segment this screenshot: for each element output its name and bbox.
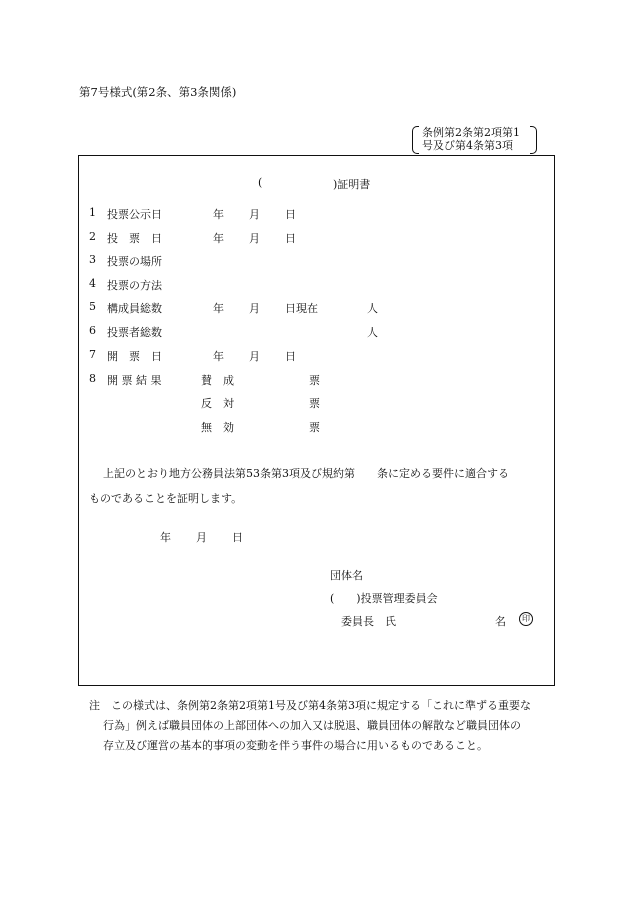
seal-mark: 印	[519, 612, 533, 626]
result-oppose: 反 対	[201, 397, 234, 410]
name-suffix: 名	[495, 615, 506, 628]
month-label: 月	[249, 302, 260, 315]
item-no: 4	[89, 277, 96, 290]
month-label: 月	[249, 208, 260, 221]
day-label: 日	[285, 350, 296, 363]
reference-line-2: 号及び第4条第3項	[422, 139, 513, 152]
votes-unit: 票	[309, 421, 320, 434]
form-number: 第7号様式(第2条、第3条関係)	[79, 85, 237, 99]
month-label: 月	[249, 350, 260, 363]
item-no: 2	[89, 230, 96, 243]
chairperson-label: 委員長 氏	[341, 615, 396, 628]
year-label: 年	[213, 208, 224, 221]
day-label: 日	[285, 232, 296, 245]
statement-line-2: ものであることを証明します。	[89, 492, 243, 505]
item-label-counting-date: 開 票 日	[107, 350, 162, 363]
title-open-paren: (	[258, 176, 263, 189]
item-no: 6	[89, 324, 96, 337]
certificate-title: )証明書	[333, 178, 371, 191]
year-label: 年	[213, 302, 224, 315]
persons-unit: 人	[367, 326, 378, 339]
day-label: 日	[232, 531, 243, 544]
item-no: 7	[89, 348, 96, 361]
year-label: 年	[213, 232, 224, 245]
month-label: 月	[196, 531, 207, 544]
reference-line-1: 条例第2条第2項第1	[422, 126, 520, 139]
result-approve: 賛 成	[201, 374, 234, 387]
committee-label: ( )投票管理委員会	[330, 592, 438, 605]
item-label-total-voters: 投票者総数	[107, 326, 162, 339]
year-label: 年	[160, 531, 171, 544]
year-label: 年	[213, 350, 224, 363]
votes-unit: 票	[309, 374, 320, 387]
as-of-day-label: 日現在	[285, 302, 318, 315]
day-label: 日	[285, 208, 296, 221]
item-label-total-members: 構成員総数	[107, 302, 162, 315]
left-bracket	[412, 126, 419, 154]
item-no: 3	[89, 253, 96, 266]
item-label-voting-method: 投票の方法	[107, 279, 162, 292]
item-label-voting-date: 投 票 日	[107, 232, 162, 245]
persons-unit: 人	[367, 302, 378, 315]
item-no: 8	[89, 372, 96, 385]
note-line-1: 注 この様式は、条例第2条第2項第1号及び第4条第3項に規定する「これに準ずる重要な	[89, 699, 531, 712]
result-invalid: 無 効	[201, 421, 234, 434]
item-label-counting-results: 開 票 結 果	[107, 374, 162, 387]
note-line-2: 行為」例えば職員団体の上部団体への加入又は脱退、職員団体の解散など職員団体の	[103, 719, 521, 732]
reference-bracket	[412, 126, 520, 152]
note-line-3: 存立及び運営の基本的事項の変動を伴う事件の場合に用いるものであること。	[103, 739, 488, 752]
item-no: 1	[89, 206, 96, 219]
item-label-voting-notice-date: 投票公示日	[107, 208, 162, 221]
votes-unit: 票	[309, 397, 320, 410]
month-label: 月	[249, 232, 260, 245]
statement-line-1: 上記のとおり地方公務員法第53条第3項及び規約第 条に定める要件に適合する	[103, 467, 509, 480]
right-bracket	[530, 126, 537, 154]
organization-name-label: 団体名	[330, 569, 363, 582]
item-label-voting-place: 投票の場所	[107, 255, 162, 268]
item-no: 5	[89, 300, 96, 313]
